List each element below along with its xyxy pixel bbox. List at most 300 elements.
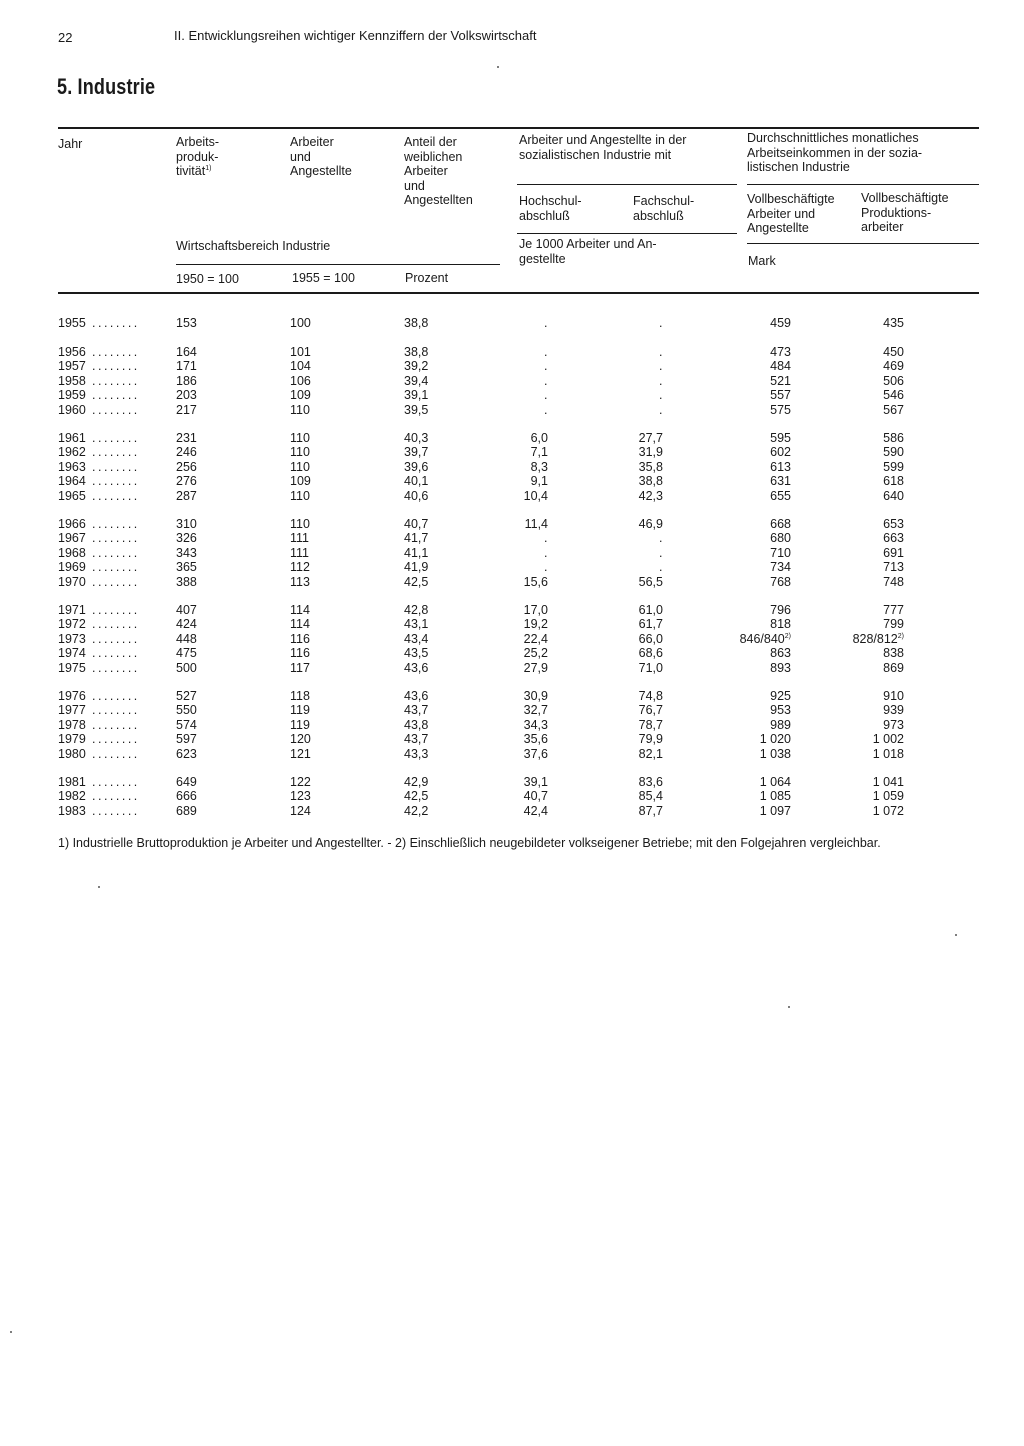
cell-arbeiter-angestellte: 116 xyxy=(290,646,310,661)
cell-year: 1969 xyxy=(58,560,86,575)
cell-vollbesch-arbeiter-angestellte: 602 xyxy=(770,445,791,460)
cell-arbeiter-angestellte: 117 xyxy=(290,660,310,675)
cell-fachschul: . xyxy=(659,316,663,330)
cell-year: 1957 xyxy=(58,359,86,374)
cell-year: 1980 xyxy=(58,746,86,761)
cell-vollbesch-produktionsarbeiter: 435 xyxy=(883,316,904,330)
cell-fachschul: . xyxy=(659,373,663,388)
cell-anteil-weiblich: 41,9 xyxy=(404,560,429,575)
cell-arbeiter-angestellte: 120 xyxy=(290,732,311,747)
cell-vollbesch-arbeiter-angestellte: 768 xyxy=(770,574,791,589)
table-top-rule xyxy=(58,127,979,129)
cell-vollbesch-produktionsarbeiter: 799 xyxy=(883,617,904,632)
cell-year: 1971 xyxy=(58,603,86,617)
cell-arbeitsproduktivitaet: 500 xyxy=(176,660,197,675)
year-leader-dots: ........ xyxy=(92,459,140,474)
year-leader-dots: ........ xyxy=(92,717,140,732)
year-leader-dots: ........ xyxy=(92,732,140,747)
table-row xyxy=(0,374,1024,388)
cell-arbeitsproduktivitaet: 287 xyxy=(176,488,197,503)
footnote-ref-1: 1) xyxy=(205,164,212,172)
cell-vollbesch-produktionsarbeiter: 546 xyxy=(883,388,904,403)
header-arbeitsproduktivitaet xyxy=(176,135,219,179)
cell-anteil-weiblich: 42,5 xyxy=(404,789,429,804)
year-leader-dots: ........ xyxy=(92,617,140,632)
cell-hochschul: 35,6 xyxy=(523,732,548,747)
table-row xyxy=(0,632,1024,646)
cell-arbeiter-angestellte: 106 xyxy=(290,373,311,388)
header-anteil-weiblich: Anteil der weiblichen Arbeiter und Angestellten xyxy=(404,135,473,207)
cell-vollbesch-arbeiter-angestellte: 1 038 xyxy=(759,746,791,761)
cell-arbeitsproduktivitaet: 407 xyxy=(176,603,197,617)
cell-arbeitsproduktivitaet: 231 xyxy=(176,431,197,445)
cell-arbeiter-angestellte: 111 xyxy=(290,531,310,546)
cell-arbeiter-angestellte: 114 xyxy=(290,603,310,617)
cell-anteil-weiblich: 43,4 xyxy=(404,631,429,646)
year-leader-dots: ........ xyxy=(92,660,140,675)
header-vollbesch-arbeiter-angestellte: Vollbeschäftigte Arbeiter und Angestellte xyxy=(747,192,835,235)
cell-arbeitsproduktivitaet: 623 xyxy=(176,746,197,761)
cell-hochschul: . xyxy=(544,531,548,546)
cell-hochschul: 17,0 xyxy=(523,603,548,617)
cell-year: 1956 xyxy=(58,345,86,359)
cell-vollbesch-produktionsarbeiter: 713 xyxy=(883,560,904,575)
year-leader-dots: ........ xyxy=(92,646,140,661)
cell-arbeiter-angestellte: 121 xyxy=(290,746,311,761)
cell-anteil-weiblich: 43,5 xyxy=(404,646,429,661)
cell-vollbesch-arbeiter-angestellte: 796 xyxy=(770,603,791,617)
page-number: 22 xyxy=(58,30,73,45)
cell-arbeitsproduktivitaet: 574 xyxy=(176,717,197,732)
cell-arbeiter-angestellte: 109 xyxy=(290,388,311,403)
table-row xyxy=(0,560,1024,574)
cell-hochschul: 10,4 xyxy=(523,488,548,503)
cell-hochschul: 8,3 xyxy=(530,459,548,474)
cell-hochschul: 11,4 xyxy=(524,517,548,531)
table-row xyxy=(0,345,1024,359)
cell-fachschul: . xyxy=(659,560,663,575)
table-row xyxy=(0,689,1024,703)
cell-fachschul: . xyxy=(659,531,663,546)
cell-vollbesch-arbeiter-angestellte: 925 xyxy=(770,689,791,703)
table-row xyxy=(0,403,1024,417)
cell-anteil-weiblich: 40,7 xyxy=(404,517,429,531)
cell-vollbesch-arbeiter-angestellte: 710 xyxy=(770,545,791,560)
cell-vollbesch-arbeiter-angestellte: 818 xyxy=(770,617,791,632)
cell-arbeitsproduktivitaet: 527 xyxy=(176,689,197,703)
table-row xyxy=(0,460,1024,474)
cell-vollbesch-arbeiter-angestellte: 655 xyxy=(770,488,791,503)
cell-hochschul: 9,1 xyxy=(530,474,548,489)
cell-vollbesch-arbeiter-angestellte: 734 xyxy=(770,560,791,575)
cell-arbeiter-angestellte: 122 xyxy=(290,775,311,789)
cell-year: 1955 xyxy=(58,316,86,330)
cell-arbeiter-angestellte: 119 xyxy=(290,703,310,718)
cell-fachschul: . xyxy=(659,388,663,403)
cell-vollbesch-produktionsarbeiter: 506 xyxy=(883,373,904,388)
cell-year: 1973 xyxy=(58,631,86,646)
cell-vollbesch-arbeiter-angestellte: 846/840$^{2)}$ xyxy=(739,631,791,646)
year-leader-dots: ........ xyxy=(92,488,140,503)
year-leader-dots: ........ xyxy=(92,689,140,703)
cell-anteil-weiblich: 43,6 xyxy=(404,689,429,703)
cell-vollbesch-arbeiter-angestellte: 893 xyxy=(770,660,791,675)
table-row xyxy=(0,517,1024,531)
cell-hochschul: 6,0 xyxy=(530,431,548,445)
cell-arbeiter-angestellte: 110 xyxy=(290,517,310,531)
cell-anteil-weiblich: 43,8 xyxy=(404,717,429,732)
cell-year: 1978 xyxy=(58,717,86,732)
cell-vollbesch-arbeiter-angestellte: 575 xyxy=(770,402,791,417)
cell-vollbesch-produktionsarbeiter: 653 xyxy=(883,517,904,531)
cell-year: 1979 xyxy=(58,732,86,747)
year-leader-dots: ........ xyxy=(92,517,140,531)
cell-anteil-weiblich: 42,2 xyxy=(404,803,429,818)
cell-arbeiter-angestellte: 112 xyxy=(290,560,310,575)
cell-hochschul: 32,7 xyxy=(523,703,548,718)
cell-year: 1977 xyxy=(58,703,86,718)
cell-vollbesch-arbeiter-angestellte: 1 064 xyxy=(759,775,791,789)
cell-fachschul: 35,8 xyxy=(638,459,663,474)
cell-vollbesch-produktionsarbeiter: 640 xyxy=(883,488,904,503)
cell-fachschul: 31,9 xyxy=(638,445,663,460)
cell-arbeitsproduktivitaet: 424 xyxy=(176,617,197,632)
header-group-soz-industrie: Arbeiter und Angestellte in der sozialistischen Industrie mit xyxy=(519,133,687,162)
cell-arbeitsproduktivitaet: 203 xyxy=(176,388,197,403)
cell-year: 1963 xyxy=(58,459,86,474)
cell-vollbesch-arbeiter-angestellte: 557 xyxy=(770,388,791,403)
cell-hochschul: . xyxy=(544,402,548,417)
cell-hochschul: 7,1 xyxy=(530,445,548,460)
cell-fachschul: 56,5 xyxy=(638,574,663,589)
cell-arbeiter-angestellte: 104 xyxy=(290,359,311,374)
cell-arbeiter-angestellte: 110 xyxy=(290,431,310,445)
cell-vollbesch-produktionsarbeiter: 1 059 xyxy=(872,789,904,804)
header-bottom-rule xyxy=(58,292,979,294)
cell-anteil-weiblich: 43,1 xyxy=(404,617,429,632)
year-leader-dots: ........ xyxy=(92,789,140,804)
scan-speck xyxy=(955,934,957,936)
table-row xyxy=(0,359,1024,373)
cell-arbeiter-angestellte: 119 xyxy=(290,717,310,732)
cell-vollbesch-produktionsarbeiter: 838 xyxy=(883,646,904,661)
cell-year: 1972 xyxy=(58,617,86,632)
cell-year: 1962 xyxy=(58,445,86,460)
unit-wirtschaftsbereich: Wirtschaftsbereich Industrie xyxy=(176,239,331,253)
cell-vollbesch-produktionsarbeiter: 618 xyxy=(883,474,904,489)
cell-hochschul: 40,7 xyxy=(523,789,548,804)
year-leader-dots: ........ xyxy=(92,775,140,789)
cell-hochschul: 34,3 xyxy=(523,717,548,732)
footnote-ref-2: 2) xyxy=(784,632,791,640)
cell-arbeitsproduktivitaet: 164 xyxy=(176,345,197,359)
cell-vollbesch-arbeiter-angestellte: 1 085 xyxy=(759,789,791,804)
cell-fachschul: 38,8 xyxy=(638,474,663,489)
header-arbeiter-angestellte: Arbeiter und Angestellte xyxy=(290,135,352,178)
cell-year: 1961 xyxy=(58,431,86,445)
cell-vollbesch-produktionsarbeiter: 1 018 xyxy=(872,746,904,761)
section-title: 5. Industrie xyxy=(57,74,156,99)
cell-anteil-weiblich: 43,6 xyxy=(404,660,429,675)
cell-anteil-weiblich: 43,7 xyxy=(404,703,429,718)
year-leader-dots: ........ xyxy=(92,345,140,359)
cell-year: 1965 xyxy=(58,488,86,503)
cell-arbeiter-angestellte: 100 xyxy=(290,316,311,330)
cell-hochschul: 25,2 xyxy=(523,646,548,661)
table-row xyxy=(0,316,1024,330)
table-row xyxy=(0,431,1024,445)
cell-anteil-weiblich: 43,7 xyxy=(404,732,429,747)
footnote-ref-2: 2) xyxy=(897,632,904,640)
cell-arbeitsproduktivitaet: 365 xyxy=(176,560,197,575)
table-row xyxy=(0,546,1024,560)
cell-hochschul: . xyxy=(544,560,548,575)
header-group-einkommen: Durchschnittliches monatliches Arbeitseinkommen in der sozia- listischen Industrie xyxy=(747,131,923,174)
cell-anteil-weiblich: 40,6 xyxy=(404,488,429,503)
scan-speck xyxy=(98,886,100,888)
cell-fachschul: 79,9 xyxy=(638,732,663,747)
cell-vollbesch-arbeiter-angestellte: 680 xyxy=(770,531,791,546)
cell-year: 1964 xyxy=(58,474,86,489)
cell-hochschul: 42,4 xyxy=(523,803,548,818)
cell-vollbesch-arbeiter-angestellte: 1 097 xyxy=(759,803,791,818)
cell-year: 1966 xyxy=(58,517,86,531)
cell-year: 1970 xyxy=(58,574,86,589)
cell-vollbesch-produktionsarbeiter: 939 xyxy=(883,703,904,718)
cell-hochschul: 37,6 xyxy=(523,746,548,761)
cell-year: 1982 xyxy=(58,789,86,804)
year-leader-dots: ........ xyxy=(92,316,140,330)
year-leader-dots: ........ xyxy=(92,803,140,818)
cell-anteil-weiblich: 39,6 xyxy=(404,459,429,474)
table-row xyxy=(0,804,1024,818)
footnote: 1) Industrielle Bruttoproduktion je Arbeiter und Angestellter. - 2) Einschließlich neugebildeter volkseigener Betriebe; mit den Folgejahren vergleichbar. xyxy=(58,836,881,850)
cell-year: 1959 xyxy=(58,388,86,403)
cell-fachschul: 85,4 xyxy=(638,789,663,804)
cell-vollbesch-produktionsarbeiter: 828/812$^{2)}$ xyxy=(852,631,904,646)
cell-arbeiter-angestellte: 124 xyxy=(290,803,311,818)
cell-vollbesch-arbeiter-angestellte: 989 xyxy=(770,717,791,732)
cell-vollbesch-arbeiter-angestellte: 484 xyxy=(770,359,791,374)
cell-vollbesch-produktionsarbeiter: 586 xyxy=(883,431,904,445)
unit-1955: 1955 = 100 xyxy=(292,271,355,285)
year-leader-dots: ........ xyxy=(92,703,140,718)
header-hochschul: Hochschul- abschluß xyxy=(519,194,582,223)
cell-vollbesch-arbeiter-angestellte: 863 xyxy=(770,646,791,661)
cell-vollbesch-produktionsarbeiter: 1 002 xyxy=(872,732,904,747)
cell-year: 1968 xyxy=(58,545,86,560)
cell-fachschul: 82,1 xyxy=(638,746,663,761)
header-vollbesch-produktionsarbeiter: Vollbeschäftigte Produktions- arbeiter xyxy=(861,191,949,234)
year-leader-dots: ........ xyxy=(92,359,140,374)
year-leader-dots: ........ xyxy=(92,431,140,445)
cell-arbeiter-angestellte: 110 xyxy=(290,445,310,460)
cell-anteil-weiblich: 39,5 xyxy=(404,402,429,417)
year-leader-dots: ........ xyxy=(92,574,140,589)
cell-hochschul: . xyxy=(544,388,548,403)
cell-arbeiter-angestellte: 113 xyxy=(290,574,310,589)
cell-hochschul: . xyxy=(544,345,548,359)
cell-arbeitsproduktivitaet: 689 xyxy=(176,803,197,818)
scan-speck xyxy=(497,66,499,68)
cell-arbeitsproduktivitaet: 256 xyxy=(176,459,197,474)
cell-fachschul: 87,7 xyxy=(638,803,663,818)
cell-arbeiter-angestellte: 110 xyxy=(290,459,310,474)
table-row xyxy=(0,747,1024,761)
unit-1950: 1950 = 100 xyxy=(176,272,239,286)
cell-fachschul: . xyxy=(659,545,663,560)
table-row xyxy=(0,661,1024,675)
cell-arbeitsproduktivitaet: 310 xyxy=(176,517,197,531)
year-leader-dots: ........ xyxy=(92,373,140,388)
cell-anteil-weiblich: 43,3 xyxy=(404,746,429,761)
cell-vollbesch-produktionsarbeiter: 1 072 xyxy=(872,803,904,818)
cell-arbeitsproduktivitaet: 217 xyxy=(176,402,197,417)
unit-rule-je1000 xyxy=(517,233,737,234)
year-leader-dots: ........ xyxy=(92,531,140,546)
cell-fachschul: 46,9 xyxy=(638,517,663,531)
cell-arbeitsproduktivitaet: 171 xyxy=(176,359,197,374)
cell-anteil-weiblich: 38,8 xyxy=(404,316,429,330)
subgroup-rule-einkommen xyxy=(747,184,979,185)
cell-year: 1983 xyxy=(58,803,86,818)
cell-fachschul: 66,0 xyxy=(638,631,663,646)
cell-vollbesch-arbeiter-angestellte: 613 xyxy=(770,459,791,474)
table-row xyxy=(0,646,1024,660)
cell-vollbesch-arbeiter-angestellte: 473 xyxy=(770,345,791,359)
cell-fachschul: 61,0 xyxy=(638,603,663,617)
cell-arbeitsproduktivitaet: 448 xyxy=(176,631,197,646)
cell-vollbesch-produktionsarbeiter: 590 xyxy=(883,445,904,460)
cell-anteil-weiblich: 41,7 xyxy=(404,531,429,546)
cell-vollbesch-arbeiter-angestellte: 953 xyxy=(770,703,791,718)
unit-rule-mark xyxy=(747,243,979,244)
cell-vollbesch-arbeiter-angestellte: 631 xyxy=(770,474,791,489)
cell-fachschul: 83,6 xyxy=(638,775,663,789)
cell-arbeitsproduktivitaet: 246 xyxy=(176,445,197,460)
cell-arbeiter-angestellte: 111 xyxy=(290,545,310,560)
cell-year: 1960 xyxy=(58,402,86,417)
cell-fachschul: 78,7 xyxy=(638,717,663,732)
cell-hochschul: 15,6 xyxy=(523,574,548,589)
cell-arbeiter-angestellte: 101 xyxy=(290,345,311,359)
year-leader-dots: ........ xyxy=(92,631,140,646)
cell-vollbesch-produktionsarbeiter: 450 xyxy=(883,345,904,359)
cell-fachschul: 71,0 xyxy=(638,660,663,675)
cell-arbeitsproduktivitaet: 666 xyxy=(176,789,197,804)
cell-anteil-weiblich: 42,9 xyxy=(404,775,429,789)
header-jahr: Jahr xyxy=(58,137,83,151)
cell-anteil-weiblich: 42,5 xyxy=(404,574,429,589)
cell-year: 1976 xyxy=(58,689,86,703)
cell-arbeitsproduktivitaet: 276 xyxy=(176,474,197,489)
table-row xyxy=(0,732,1024,746)
cell-vollbesch-produktionsarbeiter: 1 041 xyxy=(872,775,904,789)
year-leader-dots: ........ xyxy=(92,388,140,403)
cell-arbeitsproduktivitaet: 475 xyxy=(176,646,197,661)
cell-fachschul: . xyxy=(659,345,663,359)
cell-anteil-weiblich: 40,1 xyxy=(404,474,429,489)
cell-hochschul: 30,9 xyxy=(523,689,548,703)
cell-anteil-weiblich: 40,3 xyxy=(404,431,429,445)
cell-year: 1958 xyxy=(58,373,86,388)
cell-arbeitsproduktivitaet: 388 xyxy=(176,574,197,589)
cell-year: 1974 xyxy=(58,646,86,661)
cell-vollbesch-produktionsarbeiter: 748 xyxy=(883,574,904,589)
cell-hochschul: . xyxy=(544,373,548,388)
year-leader-dots: ........ xyxy=(92,474,140,489)
cell-hochschul: 39,1 xyxy=(523,775,548,789)
table-row xyxy=(0,575,1024,589)
year-leader-dots: ........ xyxy=(92,445,140,460)
subgroup-rule-soz xyxy=(517,184,737,185)
cell-fachschul: . xyxy=(659,359,663,374)
cell-year: 1975 xyxy=(58,660,86,675)
cell-arbeiter-angestellte: 118 xyxy=(290,689,310,703)
cell-hochschul: . xyxy=(544,545,548,560)
cell-anteil-weiblich: 39,2 xyxy=(404,359,429,374)
scan-speck xyxy=(788,1006,790,1008)
cell-anteil-weiblich: 39,1 xyxy=(404,388,429,403)
table-row xyxy=(0,531,1024,545)
table-row xyxy=(0,489,1024,503)
cell-arbeiter-angestellte: 123 xyxy=(290,789,311,804)
cell-fachschul: 68,6 xyxy=(638,646,663,661)
cell-vollbesch-arbeiter-angestellte: 521 xyxy=(770,373,791,388)
table-row xyxy=(0,617,1024,631)
unit-prozent: Prozent xyxy=(405,271,449,285)
cell-vollbesch-produktionsarbeiter: 599 xyxy=(883,459,904,474)
table-row xyxy=(0,703,1024,717)
cell-vollbesch-produktionsarbeiter: 973 xyxy=(883,717,904,732)
cell-arbeitsproduktivitaet: 153 xyxy=(176,316,197,330)
cell-vollbesch-produktionsarbeiter: 663 xyxy=(883,531,904,546)
cell-year: 1981 xyxy=(58,775,86,789)
year-leader-dots: ........ xyxy=(92,402,140,417)
cell-vollbesch-arbeiter-angestellte: 668 xyxy=(770,517,791,531)
unit-rule-wirtschaftsbereich xyxy=(176,264,500,265)
cell-vollbesch-arbeiter-angestellte: 1 020 xyxy=(759,732,791,747)
cell-fachschul: 42,3 xyxy=(638,488,663,503)
unit-mark: Mark xyxy=(748,254,776,268)
cell-arbeiter-angestellte: 110 xyxy=(290,402,310,417)
cell-hochschul: . xyxy=(544,316,548,330)
cell-year: 1967 xyxy=(58,531,86,546)
unit-je-1000: Je 1000 Arbeiter und An- gestellte xyxy=(519,237,657,266)
cell-hochschul: 22,4 xyxy=(523,631,548,646)
cell-fachschul: 74,8 xyxy=(638,689,663,703)
cell-vollbesch-produktionsarbeiter: 567 xyxy=(883,402,904,417)
year-leader-dots: ........ xyxy=(92,560,140,575)
table-row xyxy=(0,718,1024,732)
cell-vollbesch-produktionsarbeiter: 777 xyxy=(883,603,904,617)
cell-arbeiter-angestellte: 110 xyxy=(290,488,310,503)
cell-anteil-weiblich: 42,8 xyxy=(404,603,429,617)
table-row xyxy=(0,388,1024,402)
table-row xyxy=(0,474,1024,488)
cell-arbeitsproduktivitaet: 649 xyxy=(176,775,197,789)
cell-vollbesch-produktionsarbeiter: 869 xyxy=(883,660,904,675)
year-leader-dots: ........ xyxy=(92,746,140,761)
cell-anteil-weiblich: 39,4 xyxy=(404,373,429,388)
cell-fachschul: 61,7 xyxy=(638,617,663,632)
cell-arbeiter-angestellte: 114 xyxy=(290,617,310,632)
year-leader-dots: ........ xyxy=(92,545,140,560)
running-head: II. Entwicklungsreihen wichtiger Kennziffern der Volkswirtschaft xyxy=(174,28,537,43)
cell-fachschul: 76,7 xyxy=(638,703,663,718)
cell-hochschul: 19,2 xyxy=(523,617,548,632)
cell-arbeitsproduktivitaet: 597 xyxy=(176,732,197,747)
